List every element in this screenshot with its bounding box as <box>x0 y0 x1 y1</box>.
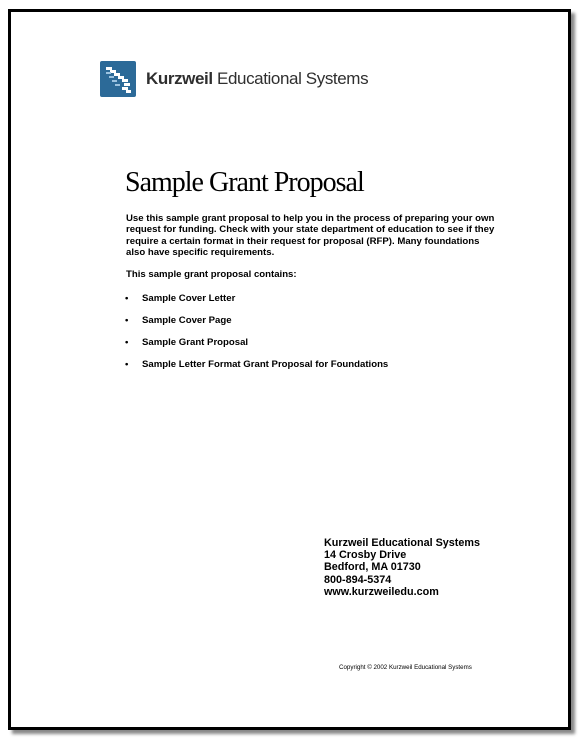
address-city: Bedford, MA 01730 <box>324 561 421 574</box>
intro-paragraph: Use this sample grant proposal to help you in the process of preparing your own request for funding. Check with your state department of education to see if they require a certain format in their request for proposal (RFP). Many foundations also have specific requirements. <box>126 213 495 259</box>
list-item <box>125 293 388 315</box>
bullet: • <box>125 315 129 326</box>
list-item-label: Sample Grant Proposal <box>142 337 249 348</box>
list-item <box>125 337 388 359</box>
address-phone: 800-894-5374 <box>324 573 392 586</box>
contents-heading: This sample grant proposal contains: <box>126 269 297 280</box>
address-street: 14 Crosby Drive <box>324 549 407 562</box>
list-item-label: Sample Cover Page <box>142 315 232 326</box>
company-address <box>324 537 480 598</box>
brand-name-bold: Kurzweil <box>146 69 213 88</box>
contents-list <box>125 293 388 381</box>
staircase-logo-icon <box>100 61 136 97</box>
bullet: • <box>125 293 129 304</box>
bullet: • <box>125 337 129 348</box>
list-item-label: Sample Cover Letter <box>142 293 236 304</box>
address-company: Kurzweil Educational Systems <box>324 537 481 549</box>
bullet: • <box>125 359 129 370</box>
address-website: www.kurzweiledu.com <box>324 585 439 598</box>
brand-name-rest: Educational Systems <box>212 69 369 88</box>
page-title: Sample Grant Proposal <box>125 167 364 198</box>
list-item <box>125 315 388 337</box>
copyright-notice: Copyright © 2002 Kurzweil Educational Systems <box>339 664 472 671</box>
company-logo <box>100 61 368 97</box>
list-item <box>125 359 388 381</box>
list-item-label: Sample Letter Format Grant Proposal for Foundations <box>142 359 389 370</box>
brand-name <box>146 69 368 89</box>
document-page <box>8 9 571 730</box>
